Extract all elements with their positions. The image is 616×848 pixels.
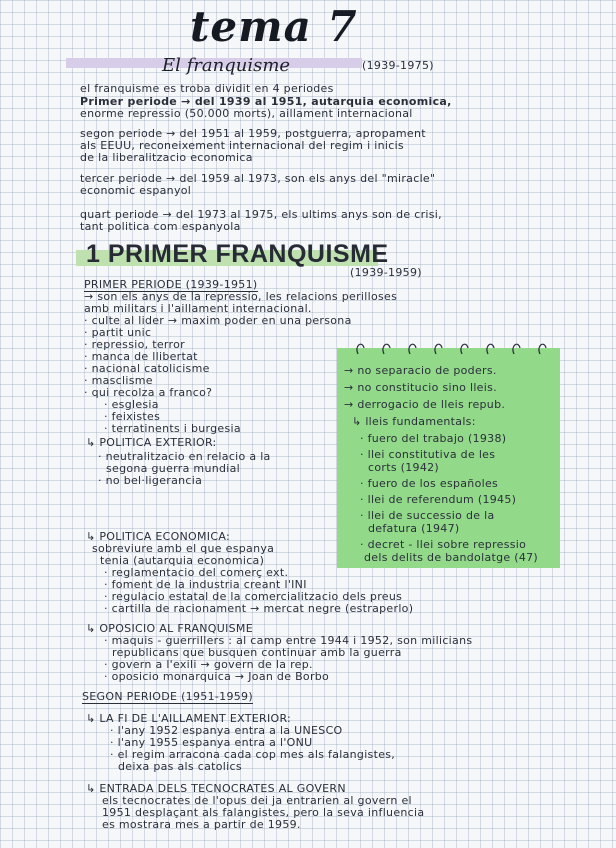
subtitle: El franquisme bbox=[162, 55, 291, 76]
oposicio-line: republicans que busquen continuar amb la guerra bbox=[112, 646, 402, 659]
tecnocrates-line: es mostrara mes a partir de 1959. bbox=[102, 818, 301, 831]
tercer-periode-line: economic espanyol bbox=[80, 184, 192, 197]
green-note-line: → no constitucio sino lleis. bbox=[344, 381, 497, 394]
intro-line: enorme repressio (50.000 morts), aillament internacional bbox=[80, 107, 413, 120]
fi-aillament-line: · el regim arracona cada cop mes als falangistes, bbox=[110, 748, 396, 761]
segon-periode-heading: SEGON PERIODE (1951-1959) bbox=[82, 690, 253, 703]
politica-economica-line: · regulacio estatal de la comercialitzacio dels preus bbox=[104, 590, 403, 603]
primer-periode-line: · qui recolza a franco? bbox=[84, 386, 213, 399]
green-note-line: → derrogacio de lleis repub. bbox=[344, 398, 506, 411]
segon-periode-line: als EEUU, reconeixement internacional del regim i inicis bbox=[80, 139, 404, 152]
oposicio-line: · govern a l'exili → govern de la rep. bbox=[104, 658, 313, 671]
politica-exterior-heading: ↳ POLITICA EXTERIOR: bbox=[86, 436, 217, 449]
primer-periode-line: → son els anys de la repressio, les relacions perilloses bbox=[84, 290, 398, 303]
green-note-line: dels delits de bandolatge (47) bbox=[364, 551, 539, 564]
politica-economica-line: tenia (autarquia economica) bbox=[100, 554, 265, 567]
section-heading: 1 PRIMER FRANQUISME bbox=[86, 240, 389, 268]
primer-periode-line: · masclisme bbox=[84, 374, 153, 387]
section-years: (1939-1959) bbox=[350, 266, 422, 279]
segon-periode-line: de la liberalitzacio economica bbox=[80, 151, 253, 164]
oposicio-line: · maquis - guerrillers : al camp entre 1944 i 1952, son milicians bbox=[104, 634, 473, 647]
green-note-line: · decret - llei sobre repressio bbox=[360, 538, 527, 551]
green-note-line: corts (1942) bbox=[368, 461, 440, 474]
politica-economica-line: · cartilla de racionament → mercat negre (estraperlo) bbox=[104, 602, 414, 615]
politica-exterior-line: · no bel·ligerancia bbox=[98, 474, 203, 487]
green-note-line: · llei de referendum (1945) bbox=[360, 493, 517, 506]
primer-periode-line: · feixistes bbox=[104, 410, 161, 423]
green-note-line: · fuero de los españoles bbox=[360, 477, 499, 490]
subtitle-block bbox=[62, 54, 482, 78]
oposicio-heading: ↳ OPOSICIO AL FRANQUISME bbox=[86, 622, 253, 635]
green-note-line: · llei constitutiva de les bbox=[360, 448, 496, 461]
primer-periode-line: · culte al lider → maxim poder en una persona bbox=[84, 314, 352, 327]
primer-periode-heading: PRIMER PERIODE (1939-1951) bbox=[84, 278, 258, 291]
quart-periode-line: quart periode → del 1973 al 1975, els ultims anys son de crisi, bbox=[80, 208, 442, 221]
politica-economica-line: · foment de la industria creant l'INI bbox=[104, 578, 307, 591]
tecnocrates-heading: ↳ ENTRADA DELS TECNOCRATES AL GOVERN bbox=[86, 782, 346, 795]
primer-periode-line: · repressio, terror bbox=[84, 338, 185, 351]
fi-aillament-heading: ↳ LA FI DE L'AILLAMENT EXTERIOR: bbox=[86, 712, 292, 725]
intro-line: el franquisme es troba dividit en 4 periodes bbox=[80, 82, 334, 95]
quart-periode-line: tant politica com espanyola bbox=[80, 220, 241, 233]
primer-periode-line: amb militars i l'aillament internacional. bbox=[84, 302, 312, 315]
segon-periode-line: segon periode → del 1951 al 1959, postguerra, apropament bbox=[80, 127, 426, 140]
fi-aillament-line: · l'any 1955 espanya entra a l'ONU bbox=[110, 736, 313, 749]
page-title: tema 7 bbox=[190, 2, 358, 51]
primer-periode-line: · nacional catolicisme bbox=[84, 362, 210, 375]
politica-exterior-line: segona guerra mundial bbox=[106, 462, 241, 475]
tercer-periode-line: tercer periode → del 1959 al 1973, son els anys del "miracle" bbox=[80, 172, 436, 185]
tecnocrates-line: els tecnocrates de l'opus dei ja entrarien al govern el bbox=[102, 794, 412, 807]
oposicio-line: · oposicio monarquica → Joan de Borbo bbox=[104, 670, 330, 683]
intro-line: Primer periode → del 1939 al 1951, autarquia economica, bbox=[80, 95, 452, 108]
fi-aillament-line: · l'any 1952 espanya entra a la UNESCO bbox=[110, 724, 343, 737]
politica-economica-line: · reglamentacio del comerç ext. bbox=[104, 566, 289, 579]
green-note-line: → no separacio de poders. bbox=[344, 364, 497, 377]
primer-periode-line: · terratinents i burgesia bbox=[104, 422, 241, 435]
fi-aillament-line: deixa pas als catolics bbox=[118, 760, 242, 773]
tecnocrates-line: 1951 desplaçant als falangistes, pero la seva influencia bbox=[102, 806, 425, 819]
primer-periode-line: · esglesia bbox=[104, 398, 159, 411]
green-note-line: · llei de successio de la bbox=[360, 509, 495, 522]
politica-exterior-line: · neutralitzacio en relacio a la bbox=[98, 450, 271, 463]
green-note-line: defatura (1947) bbox=[368, 522, 460, 535]
primer-periode-line: · manca de llibertat bbox=[84, 350, 198, 363]
green-note-line: · fuero del trabajo (1938) bbox=[360, 432, 507, 445]
politica-economica-heading: ↳ POLITICA ECONOMICA: bbox=[86, 530, 230, 543]
primer-periode-line: · partit unic bbox=[84, 326, 152, 339]
subtitle-years: (1939-1975) bbox=[362, 59, 434, 72]
green-note-line: ↳ lleis fundamentals: bbox=[352, 415, 476, 428]
spiral-rings-icon bbox=[352, 340, 552, 356]
politica-economica-line: sobreviure amb el que espanya bbox=[92, 542, 275, 555]
